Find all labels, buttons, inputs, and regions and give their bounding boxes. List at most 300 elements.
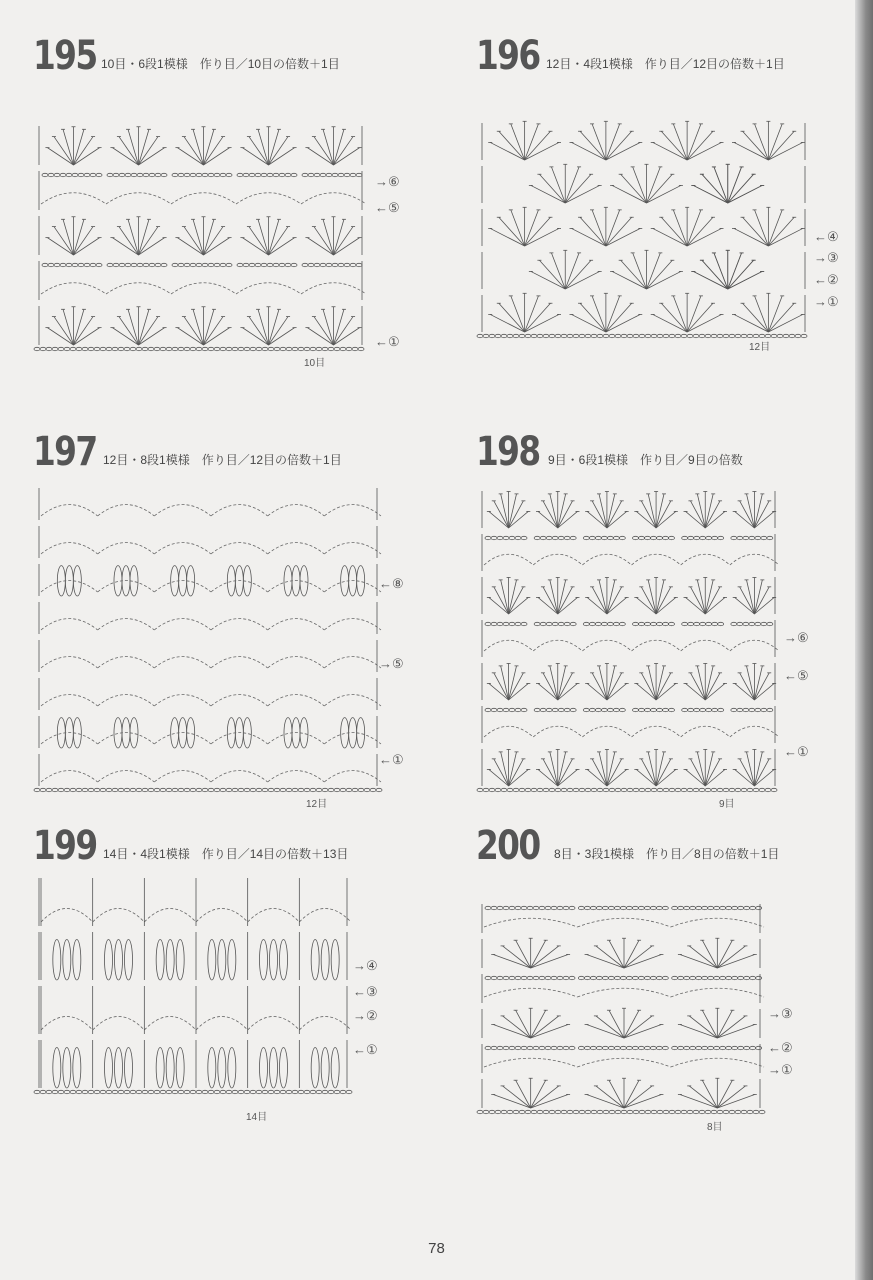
chain-stitch	[614, 976, 620, 979]
pattern-number: 198	[476, 429, 540, 475]
chain-loop	[41, 619, 98, 630]
treble-stitch	[609, 1010, 624, 1038]
chain-stitch	[46, 347, 52, 350]
treble-stitch	[314, 317, 334, 345]
chain-stitch	[58, 1090, 64, 1093]
treble-stitch	[184, 137, 204, 165]
treble-stitch	[501, 580, 509, 614]
treble-stitch	[334, 219, 344, 255]
treble-stitch	[139, 317, 159, 345]
page-number: 78	[428, 1240, 445, 1257]
treble-stitch	[687, 296, 701, 332]
chain-stitch	[172, 347, 178, 350]
chain-stitch	[136, 347, 142, 350]
chain-stitch	[64, 788, 70, 791]
chain-stitch	[196, 347, 202, 350]
treble-stitch	[531, 1080, 546, 1108]
chain-stitch	[238, 788, 244, 791]
chain-stitch	[596, 976, 602, 979]
chain-stitch	[546, 536, 552, 539]
treble-stitch	[624, 1094, 661, 1108]
chain-stitch	[48, 173, 54, 176]
treble-stitch	[525, 228, 559, 246]
chain-stitch	[729, 334, 735, 337]
chain-stitch	[364, 788, 370, 791]
treble-stitch	[690, 673, 705, 700]
chain-stitch	[632, 976, 638, 979]
chain-stitch	[693, 788, 699, 791]
chain-loop	[681, 554, 730, 565]
chain-stitch	[678, 976, 684, 979]
chain-stitch	[119, 263, 125, 266]
chain-stitch	[621, 1110, 627, 1113]
treble-stitch	[596, 1086, 624, 1108]
chain-stitch	[119, 173, 125, 176]
chain-stitch	[564, 536, 570, 539]
chain-stitch	[651, 788, 657, 791]
chain-stitch	[633, 788, 639, 791]
chain-stitch	[569, 1046, 575, 1049]
treble-stitch	[258, 219, 268, 255]
chain-stitch	[268, 788, 274, 791]
row-arrow: ←⑤	[375, 200, 400, 215]
treble-stitch	[139, 148, 165, 165]
chain-stitch	[509, 708, 515, 711]
chain-stitch	[682, 536, 688, 539]
chain-stitch	[214, 347, 220, 350]
chain-stitch	[696, 976, 702, 979]
chain-stitch	[88, 1090, 94, 1093]
chain-stitch	[262, 347, 268, 350]
row-arrow: →①	[768, 1062, 793, 1077]
chain-stitch	[615, 1110, 621, 1113]
chain-stitch	[533, 906, 539, 909]
chain-stitch	[495, 1110, 501, 1113]
cluster-stitch	[53, 1048, 61, 1089]
chain-stitch	[244, 788, 250, 791]
chain-stitch	[615, 788, 621, 791]
chain-stitch	[777, 334, 783, 337]
treble-stitch	[525, 210, 539, 246]
chain-stitch	[350, 173, 356, 176]
cluster-stitch	[331, 940, 339, 981]
chain-stitch	[741, 788, 747, 791]
chain-stitch	[694, 622, 700, 625]
chain-stitch	[489, 334, 495, 337]
treble-stitch	[624, 1024, 661, 1038]
treble-stitch	[740, 587, 755, 614]
treble-stitch	[511, 124, 525, 160]
chain-stitch	[310, 1090, 316, 1093]
chain-stitch	[795, 334, 801, 337]
chain-stitch	[737, 622, 743, 625]
chain-stitch	[298, 347, 304, 350]
chain-stitch	[90, 173, 96, 176]
chain-stitch	[756, 1046, 762, 1049]
cluster-stitch	[115, 1048, 123, 1089]
chain-stitch	[603, 1110, 609, 1113]
treble-stitch	[550, 580, 558, 614]
chain-stitch	[196, 263, 202, 266]
chain-stitch	[767, 536, 773, 539]
chain-stitch	[316, 347, 322, 350]
chain-loop	[41, 543, 98, 554]
treble-stitch	[74, 317, 94, 345]
chain-stitch	[633, 622, 639, 625]
chain-stitch	[262, 1090, 268, 1093]
chain-stitch	[485, 906, 491, 909]
treble-stitch	[334, 309, 344, 345]
treble-stitch	[607, 673, 622, 700]
chain-loop	[41, 581, 98, 592]
row-arrows	[814, 82, 844, 344]
chain-stitch	[595, 622, 601, 625]
chain-stitch	[238, 1090, 244, 1093]
treble-stitch	[509, 752, 517, 786]
chain-stitch	[573, 334, 579, 337]
treble-stitch	[551, 167, 565, 203]
chain-stitch	[267, 263, 273, 266]
treble-stitch	[258, 129, 268, 165]
chain-stitch	[626, 906, 632, 909]
treble-stitch	[177, 148, 203, 165]
chain-stitch	[589, 622, 595, 625]
chain-stitch	[76, 788, 82, 791]
chain-stitch	[718, 708, 724, 711]
treble-stitch	[656, 666, 664, 700]
treble-stitch	[607, 759, 622, 786]
chain-stitch	[172, 1090, 178, 1093]
chain-stitch	[744, 1046, 750, 1049]
row-arrows	[375, 82, 415, 357]
treble-stitch	[242, 238, 268, 255]
treble-stitch	[550, 494, 558, 528]
chain-stitch	[750, 906, 756, 909]
cluster-stitch	[73, 1048, 81, 1089]
chain-loop	[324, 581, 381, 592]
chain-stitch	[302, 173, 308, 176]
treble-stitch	[624, 1080, 639, 1108]
chain-loop	[299, 909, 351, 923]
chain-stitch	[154, 788, 160, 791]
treble-stitch	[525, 303, 551, 332]
chain-stitch	[161, 173, 167, 176]
treble-stitch	[525, 124, 539, 160]
chain-stitch	[694, 708, 700, 711]
chain-loop	[268, 733, 325, 744]
chain-stitch	[34, 788, 40, 791]
chain-stitch	[485, 536, 491, 539]
treble-stitch	[139, 227, 159, 255]
chain-stitch	[232, 788, 238, 791]
chain-stitch	[148, 788, 154, 791]
treble-stitch	[656, 580, 664, 614]
chain-stitch	[491, 622, 497, 625]
treble-stitch	[558, 752, 566, 786]
row-arrow: ←①	[784, 744, 809, 759]
chain-stitch	[608, 976, 614, 979]
chain-stitch	[534, 536, 540, 539]
chain-stitch	[100, 788, 106, 791]
chain-stitch	[142, 788, 148, 791]
treble-stitch	[269, 309, 279, 345]
treble-stitch	[728, 260, 754, 289]
chain-stitch	[208, 347, 214, 350]
treble-stitch	[249, 317, 269, 345]
chain-stitch	[657, 788, 663, 791]
treble-stitch	[531, 1086, 559, 1108]
chain-stitch	[651, 334, 657, 337]
chain-stitch	[702, 976, 708, 979]
chain-stitch	[310, 788, 316, 791]
chain-stitch	[688, 622, 694, 625]
treble-stitch	[621, 174, 647, 203]
chain-stitch	[700, 708, 706, 711]
chain-stitch	[497, 536, 503, 539]
chain-stitch	[699, 334, 705, 337]
treble-stitch	[624, 940, 639, 968]
chain-stitch	[545, 906, 551, 909]
repeat-label: 8目	[704, 1118, 726, 1133]
chain-stitch	[178, 1090, 184, 1093]
chain-stitch	[519, 1110, 525, 1113]
treble-stitch	[755, 124, 769, 160]
treble-stitch	[269, 238, 295, 255]
treble-stitch	[702, 260, 728, 289]
chain-stitch	[124, 347, 130, 350]
chain-stitch	[190, 347, 196, 350]
treble-stitch	[705, 587, 720, 614]
treble-stitch	[314, 227, 334, 255]
chain-loop	[324, 505, 381, 516]
chain-stitch	[663, 536, 669, 539]
chain-stitch	[521, 976, 527, 979]
chain-stitch	[609, 788, 615, 791]
chain-stitch	[125, 173, 131, 176]
treble-stitch	[754, 580, 762, 614]
chain-stitch	[46, 1090, 52, 1093]
chain-loop	[632, 554, 681, 565]
treble-stitch	[728, 271, 762, 289]
treble-stitch	[249, 137, 269, 165]
treble-stitch	[624, 1086, 652, 1108]
chain-loop	[98, 657, 155, 668]
chain-stitch	[48, 263, 54, 266]
chain-stitch	[34, 1090, 40, 1093]
chain-stitch	[250, 1090, 256, 1093]
treble-stitch	[490, 142, 524, 160]
chain-stitch	[509, 906, 515, 909]
treble-stitch	[54, 317, 74, 345]
chain-stitch	[543, 1110, 549, 1113]
chain-stitch	[125, 263, 131, 266]
chain-stitch	[687, 788, 693, 791]
chain-stitch	[644, 906, 650, 909]
treble-stitch	[531, 271, 565, 289]
chain-loop	[301, 283, 366, 294]
treble-stitch	[503, 1016, 531, 1038]
chain-stitch	[638, 906, 644, 909]
chain-stitch	[338, 173, 344, 176]
chain-stitch	[614, 906, 620, 909]
chain-stitch	[503, 1046, 509, 1049]
chain-stitch	[178, 788, 184, 791]
chain-stitch	[603, 788, 609, 791]
chain-loop	[484, 918, 577, 927]
chain-stitch	[202, 263, 208, 266]
chain-stitch	[545, 1046, 551, 1049]
chain-stitch	[644, 976, 650, 979]
treble-stitch	[258, 309, 268, 345]
cluster-stitch	[311, 1048, 319, 1089]
chain-stitch	[663, 788, 669, 791]
chain-loop	[268, 619, 325, 630]
chain-stitch	[304, 1090, 310, 1093]
chain-stitch	[705, 334, 711, 337]
chain-stitch	[113, 173, 119, 176]
treble-stitch	[656, 673, 671, 700]
chain-stitch	[615, 334, 621, 337]
chain-stitch	[626, 1046, 632, 1049]
chain-stitch	[531, 1110, 537, 1113]
chain-stitch	[280, 1090, 286, 1093]
row-arrow: →⑥	[375, 174, 400, 189]
chain-stitch	[124, 1090, 130, 1093]
treble-stitch	[587, 1024, 624, 1038]
treble-stitch	[139, 129, 149, 165]
treble-stitch	[680, 1024, 717, 1038]
chain-stitch	[699, 1110, 705, 1113]
chain-stitch	[735, 1110, 741, 1113]
treble-stitch	[525, 142, 559, 160]
chain-stitch	[743, 622, 749, 625]
treble-stitch	[139, 309, 149, 345]
treble-stitch	[493, 954, 530, 968]
chain-stitch	[557, 976, 563, 979]
cluster-stitch	[166, 940, 174, 981]
row-arrow: →③	[814, 250, 839, 265]
chain-stitch	[545, 976, 551, 979]
chain-stitch	[607, 708, 613, 711]
treble-stitch	[509, 501, 524, 528]
treble-stitch	[592, 210, 606, 246]
treble-stitch	[687, 228, 721, 246]
chain-stitch	[693, 1110, 699, 1113]
treble-stitch	[612, 185, 646, 203]
treble-stitch	[702, 940, 717, 968]
chain-stitch	[662, 906, 668, 909]
chain-stitch	[557, 906, 563, 909]
treble-stitch	[746, 666, 754, 700]
chain-stitch	[214, 1090, 220, 1093]
treble-stitch	[269, 148, 295, 165]
treble-stitch	[204, 129, 214, 165]
treble-stitch	[63, 219, 73, 255]
treble-stitch	[499, 131, 525, 160]
chain-loop	[154, 619, 211, 630]
treble-stitch	[128, 129, 138, 165]
treble-stitch	[193, 219, 203, 255]
chain-stitch	[632, 906, 638, 909]
treble-stitch	[647, 271, 681, 289]
chain-stitch	[663, 334, 669, 337]
chain-stitch	[675, 334, 681, 337]
chain-stitch	[540, 536, 546, 539]
chain-stitch	[280, 788, 286, 791]
treble-stitch	[531, 940, 546, 968]
treble-stitch	[606, 124, 620, 160]
treble-stitch	[697, 666, 705, 700]
chain-loop	[484, 726, 533, 737]
treble-stitch	[690, 759, 705, 786]
chain-stitch	[696, 1046, 702, 1049]
chain-loop	[324, 657, 381, 668]
treble-stitch	[714, 167, 728, 203]
treble-stitch	[606, 131, 632, 160]
crochet-chart	[476, 82, 811, 344]
chain-stitch	[690, 976, 696, 979]
chain-stitch	[96, 173, 102, 176]
chain-stitch	[711, 788, 717, 791]
chain-stitch	[178, 263, 184, 266]
chain-stitch	[503, 708, 509, 711]
treble-stitch	[599, 494, 607, 528]
chain-loop	[324, 771, 381, 782]
chain-stitch	[645, 788, 651, 791]
treble-stitch	[47, 238, 73, 255]
chain-stitch	[202, 788, 208, 791]
treble-stitch	[565, 271, 599, 289]
treble-stitch	[558, 587, 573, 614]
treble-stitch	[128, 219, 138, 255]
chain-loop	[248, 909, 300, 923]
chain-stitch	[124, 788, 130, 791]
chain-stitch	[755, 536, 761, 539]
chain-stitch	[202, 173, 208, 176]
treble-stitch	[746, 752, 754, 786]
chain-stitch	[52, 347, 58, 350]
chain-stitch	[603, 334, 609, 337]
row-arrow: ←②	[814, 272, 839, 287]
chain-loop	[484, 988, 577, 997]
chain-stitch	[602, 976, 608, 979]
chain-stitch	[573, 788, 579, 791]
treble-stitch	[647, 167, 661, 203]
treble-stitch	[501, 666, 509, 700]
chain-stitch	[669, 622, 675, 625]
treble-stitch	[607, 587, 622, 614]
treble-stitch	[606, 303, 632, 332]
treble-stitch	[490, 314, 524, 332]
treble-stitch	[624, 954, 661, 968]
chain-stitch	[226, 1090, 232, 1093]
chain-loop	[268, 543, 325, 554]
chain-stitch	[214, 173, 220, 176]
treble-stitch	[531, 1024, 568, 1038]
chain-loop	[211, 733, 268, 744]
chain-stitch	[143, 263, 149, 266]
chain-stitch	[226, 263, 232, 266]
chain-stitch	[735, 334, 741, 337]
treble-stitch	[648, 666, 656, 700]
chain-stitch	[501, 334, 507, 337]
chain-stitch	[726, 976, 732, 979]
chain-stitch	[527, 1046, 533, 1049]
chain-stitch	[639, 788, 645, 791]
chain-stitch	[597, 1110, 603, 1113]
chain-stitch	[729, 1110, 735, 1113]
chain-stitch	[143, 173, 149, 176]
